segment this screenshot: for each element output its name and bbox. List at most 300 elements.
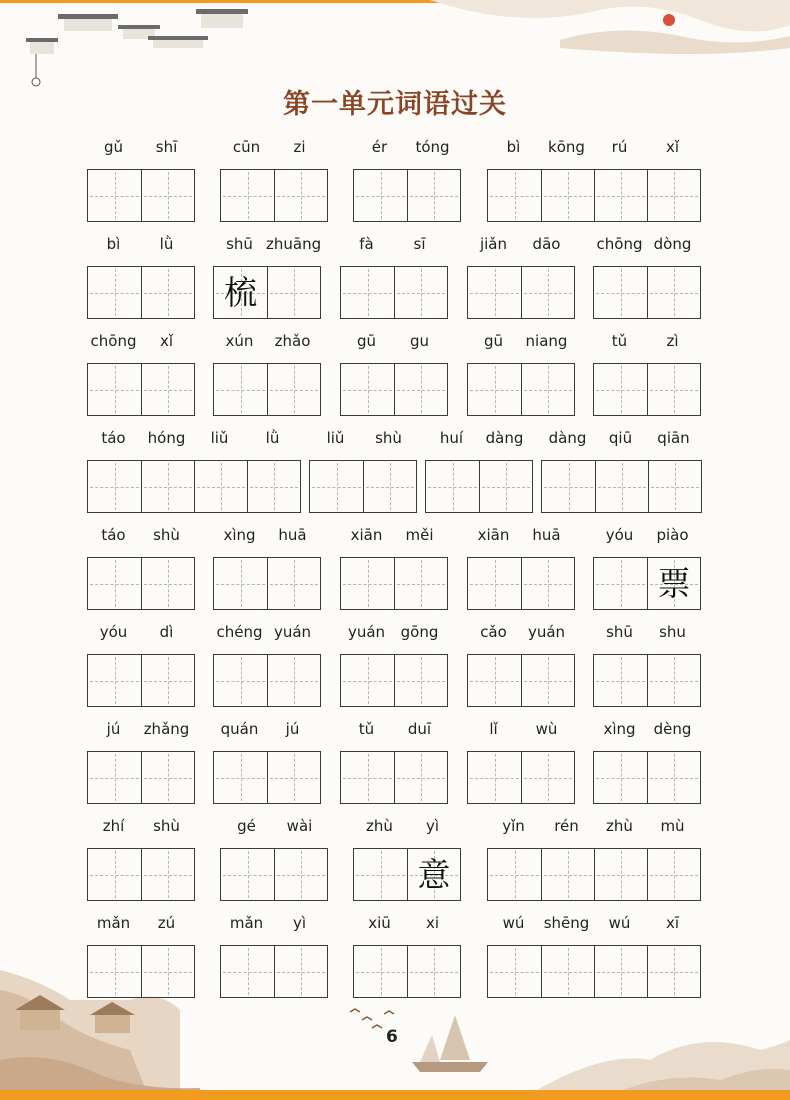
character-boxes: [87, 460, 301, 513]
word-item: [87, 523, 195, 610]
writing-cell[interactable]: [394, 364, 447, 415]
word-item: [467, 232, 575, 319]
pinyin-syllable: yì: [292, 914, 307, 932]
pinyin-syllable: sī: [413, 235, 426, 253]
character-boxes: [593, 751, 701, 804]
pinyin-row: [87, 911, 195, 935]
writing-cell[interactable]: [521, 558, 574, 609]
word-item: [593, 620, 701, 707]
word-item: [340, 717, 448, 804]
writing-cell[interactable]: [647, 364, 700, 415]
pinyin-syllable: zi: [293, 138, 306, 156]
writing-cell[interactable]: [88, 946, 141, 997]
character-boxes: [340, 266, 448, 319]
character-boxes: [541, 460, 702, 513]
character-text: [468, 558, 521, 609]
pinyin-syllable: wài: [286, 817, 313, 835]
pinyin-syllable: zì: [666, 332, 679, 350]
pinyin-row: [87, 814, 195, 838]
writing-cell[interactable]: [267, 558, 320, 609]
pinyin-row: [87, 232, 195, 256]
pinyin-syllable: yuán: [527, 623, 566, 641]
character-text: [214, 364, 267, 415]
pinyin-syllable: cǎo: [480, 623, 507, 641]
page-number: 6: [386, 1027, 398, 1047]
writing-cell[interactable]: [88, 267, 141, 318]
character-text: [648, 655, 700, 706]
writing-cell[interactable]: [267, 752, 320, 803]
word-item: [467, 620, 575, 707]
writing-cell[interactable]: [594, 849, 647, 900]
writing-cell[interactable]: [141, 849, 194, 900]
word-item: [87, 814, 195, 901]
character-boxes: [213, 751, 321, 804]
character-text: [594, 364, 647, 415]
writing-cell[interactable]: [214, 558, 267, 609]
pinyin-syllable: táo: [101, 429, 126, 447]
writing-cell[interactable]: [468, 752, 521, 803]
character-text: [268, 558, 320, 609]
character-text: [480, 461, 532, 512]
writing-cell[interactable]: [541, 170, 594, 221]
word-item: [87, 329, 195, 416]
writing-cell[interactable]: [542, 461, 595, 512]
word-item: [340, 523, 448, 610]
character-text: [354, 946, 407, 997]
pinyin-syllable: gōng: [400, 623, 439, 641]
character-text: [488, 946, 541, 997]
writing-cell[interactable]: [341, 655, 394, 706]
word-item: [87, 135, 195, 222]
writing-cell[interactable]: [221, 849, 274, 900]
word-item: [487, 814, 701, 901]
pinyin-row: [593, 329, 701, 353]
pinyin-syllable: ér: [371, 138, 388, 156]
pinyin-syllable: mù: [660, 817, 685, 835]
character-boxes: [87, 363, 195, 416]
pinyin-syllable: xi: [425, 914, 440, 932]
writing-cell[interactable]: [141, 170, 194, 221]
pinyin-row: [353, 814, 461, 838]
writing-cell[interactable]: [488, 170, 541, 221]
character-text: [426, 461, 479, 512]
writing-cell[interactable]: [594, 170, 647, 221]
word-item: [425, 426, 533, 513]
pinyin-syllable: shū: [606, 623, 633, 641]
writing-cell[interactable]: [363, 461, 416, 512]
writing-cell[interactable]: [354, 170, 407, 221]
pinyin-syllable: gé: [237, 817, 256, 835]
character-boxes: [87, 848, 195, 901]
character-boxes: [87, 751, 195, 804]
word-item: [220, 911, 328, 998]
writing-cell[interactable]: [394, 558, 447, 609]
writing-cell[interactable]: [468, 364, 521, 415]
pinyin-row: [87, 329, 195, 353]
character-text: [522, 364, 574, 415]
pinyin-row: [340, 717, 448, 741]
pinyin-syllable: tóng: [415, 138, 450, 156]
pinyin-syllable: piào: [656, 526, 689, 544]
writing-cell[interactable]: [274, 946, 327, 997]
pinyin-syllable: lǜ: [159, 235, 174, 253]
pinyin-syllable: liǔ: [210, 429, 229, 447]
character-text: [395, 364, 447, 415]
word-item: [213, 329, 321, 416]
word-item: [340, 620, 448, 707]
word-item: [593, 329, 701, 416]
pinyin-syllable: rú: [611, 138, 628, 156]
writing-cell[interactable]: [594, 946, 647, 997]
character-text: [142, 267, 194, 318]
word-item: [87, 620, 195, 707]
character-text: [354, 170, 407, 221]
writing-cell[interactable]: [88, 655, 141, 706]
writing-cell[interactable]: [594, 752, 647, 803]
pinyin-row: [487, 814, 701, 838]
writing-cell[interactable]: [88, 752, 141, 803]
character-text: [88, 558, 141, 609]
character-text: [594, 752, 647, 803]
pinyin-syllable: yuán: [347, 623, 386, 641]
pinyin-row: [593, 717, 701, 741]
word-item: [213, 620, 321, 707]
pinyin-syllable: zhǎng: [143, 720, 190, 738]
writing-cell[interactable]: [88, 461, 141, 512]
pinyin-syllable: quán: [220, 720, 259, 738]
character-boxes: [213, 654, 321, 707]
character-boxes: [309, 460, 417, 513]
pinyin-syllable: wú: [608, 914, 631, 932]
writing-cell[interactable]: [468, 655, 521, 706]
pinyin-syllable: liǔ: [326, 429, 345, 447]
character-text: [648, 267, 700, 318]
character-boxes: [220, 169, 328, 222]
writing-cell[interactable]: [88, 170, 141, 221]
bottom-bar: [0, 1090, 790, 1100]
writing-cell[interactable]: [541, 849, 594, 900]
pinyin-syllable: dòng: [653, 235, 692, 253]
writing-cell[interactable]: [214, 752, 267, 803]
writing-cell[interactable]: [407, 170, 460, 221]
writing-cell[interactable]: [221, 170, 274, 221]
character-boxes: [467, 751, 575, 804]
character-text: [275, 946, 327, 997]
character-text: [268, 655, 320, 706]
character-boxes: [467, 654, 575, 707]
pinyin-syllable: dàng: [548, 429, 587, 447]
writing-cell[interactable]: [214, 655, 267, 706]
writing-cell[interactable]: [141, 752, 194, 803]
pinyin-syllable: chéng: [216, 623, 263, 641]
pinyin-syllable: hóng: [147, 429, 186, 447]
character-text: [214, 655, 267, 706]
pinyin-syllable: gū: [483, 332, 504, 350]
pinyin-row: [487, 911, 701, 935]
word-item: [87, 232, 195, 319]
character-text: [522, 558, 574, 609]
pinyin-syllable: xǐ: [665, 138, 680, 156]
writing-cell[interactable]: [341, 364, 394, 415]
pinyin-row: [353, 911, 461, 935]
writing-cell[interactable]: [394, 655, 447, 706]
pinyin-syllable: niang: [525, 332, 568, 350]
writing-cell[interactable]: [595, 461, 648, 512]
writing-cell[interactable]: [214, 267, 267, 318]
character-text: [268, 752, 320, 803]
pinyin-syllable: xiān: [477, 526, 510, 544]
word-item: [487, 911, 701, 998]
writing-cell[interactable]: [354, 849, 407, 900]
writing-cell[interactable]: [594, 655, 647, 706]
character-text: [142, 752, 194, 803]
pinyin-syllable: zhǎo: [274, 332, 311, 350]
character-text: [594, 267, 647, 318]
writing-cell[interactable]: [341, 558, 394, 609]
pinyin-syllable: xìng: [603, 720, 636, 738]
writing-cell[interactable]: [88, 849, 141, 900]
character-text: [88, 655, 141, 706]
writing-cell[interactable]: [407, 946, 460, 997]
character-text: [214, 558, 267, 609]
pinyin-row: [593, 620, 701, 644]
character-text: [648, 170, 700, 221]
character-text: [268, 364, 320, 415]
writing-cell[interactable]: [488, 849, 541, 900]
character-text: [468, 267, 521, 318]
character-text: [408, 946, 460, 997]
character-text: [275, 170, 327, 221]
pinyin-syllable: yuán: [273, 623, 312, 641]
pinyin-syllable: fà: [359, 235, 374, 253]
character-text: [341, 655, 394, 706]
writing-cell[interactable]: [488, 946, 541, 997]
pinyin-syllable: wú: [502, 914, 525, 932]
writing-cell[interactable]: [141, 558, 194, 609]
pinyin-row: [87, 523, 195, 547]
word-item: [220, 814, 328, 901]
pinyin-row: [541, 426, 702, 450]
character-text: [341, 364, 394, 415]
writing-cell[interactable]: [468, 558, 521, 609]
pinyin-syllable: xìng: [223, 526, 256, 544]
character-text: [88, 849, 141, 900]
writing-cell[interactable]: [521, 752, 574, 803]
writing-cell[interactable]: [194, 461, 247, 512]
character-text: [214, 752, 267, 803]
writing-cell[interactable]: [341, 752, 394, 803]
pinyin-row: [220, 135, 328, 159]
character-text: [468, 364, 521, 415]
writing-cell[interactable]: [354, 946, 407, 997]
character-text: [648, 849, 700, 900]
pinyin-syllable: dāo: [532, 235, 561, 253]
writing-cell[interactable]: [141, 267, 194, 318]
character-text: [468, 752, 521, 803]
character-boxes: [593, 654, 701, 707]
writing-cell[interactable]: [141, 461, 194, 512]
pinyin-syllable: wù: [535, 720, 558, 738]
character-text: [648, 946, 700, 997]
character-boxes: [340, 363, 448, 416]
character-text: [88, 170, 141, 221]
writing-cell[interactable]: [647, 267, 700, 318]
writing-cell[interactable]: [648, 461, 701, 512]
word-item: [593, 232, 701, 319]
word-item: [353, 814, 461, 901]
pinyin-syllable: bì: [106, 235, 121, 253]
pinyin-syllable: zhù: [366, 817, 393, 835]
character-text: [488, 170, 541, 221]
writing-cell[interactable]: [594, 364, 647, 415]
character-boxes: [213, 266, 321, 319]
character-text: [142, 849, 194, 900]
character-text: [142, 558, 194, 609]
page-title: 第一单元词语过关: [283, 89, 507, 120]
pinyin-syllable: xún: [225, 332, 254, 350]
character-text: [395, 752, 447, 803]
character-text: [354, 849, 407, 900]
pinyin-syllable: shī: [155, 138, 178, 156]
character-boxes: [340, 654, 448, 707]
pinyin-row: [213, 717, 321, 741]
character-boxes: [487, 169, 701, 222]
writing-cell[interactable]: [541, 946, 594, 997]
writing-cell[interactable]: [479, 461, 532, 512]
character-text: [594, 558, 647, 609]
character-boxes: [467, 557, 575, 610]
pinyin-row: [87, 426, 301, 450]
writing-cell[interactable]: [274, 849, 327, 900]
pinyin-syllable: jú: [106, 720, 121, 738]
pinyin-syllable: jú: [285, 720, 300, 738]
pinyin-syllable: shēng: [543, 914, 590, 932]
character-text: [488, 849, 541, 900]
pinyin-syllable: měi: [405, 526, 434, 544]
word-item: [87, 426, 301, 513]
writing-cell[interactable]: [310, 461, 363, 512]
pinyin-syllable: qiū: [608, 429, 633, 447]
writing-cell[interactable]: [267, 364, 320, 415]
writing-cell[interactable]: [88, 364, 141, 415]
character-text: [221, 946, 274, 997]
pinyin-row: [353, 135, 461, 159]
character-boxes: [353, 169, 461, 222]
pinyin-syllable: yì: [425, 817, 440, 835]
writing-cell[interactable]: [521, 364, 574, 415]
pinyin-syllable: zhuāng: [266, 235, 322, 253]
character-boxes: [487, 945, 701, 998]
writing-cell[interactable]: [267, 267, 320, 318]
writing-cell[interactable]: [468, 267, 521, 318]
character-text: [542, 461, 595, 512]
pinyin-syllable: dèng: [653, 720, 692, 738]
word-item: [593, 523, 701, 610]
pinyin-row: [467, 620, 575, 644]
character-text: [341, 752, 394, 803]
word-item: [340, 329, 448, 416]
pinyin-syllable: huā: [532, 526, 561, 544]
writing-cell[interactable]: [274, 170, 327, 221]
writing-cell[interactable]: [426, 461, 479, 512]
character-text: 票: [657, 564, 691, 603]
writing-cell[interactable]: [341, 267, 394, 318]
writing-cell[interactable]: [267, 655, 320, 706]
writing-cell[interactable]: [594, 267, 647, 318]
pinyin-syllable: xiū: [368, 914, 391, 932]
word-item: [467, 717, 575, 804]
writing-cell[interactable]: [521, 267, 574, 318]
writing-cell[interactable]: [214, 364, 267, 415]
character-boxes: [87, 945, 195, 998]
writing-cell[interactable]: [647, 849, 700, 900]
pinyin-row: [340, 329, 448, 353]
writing-cell[interactable]: [394, 752, 447, 803]
pinyin-syllable: huí: [439, 429, 464, 447]
pinyin-row: [213, 329, 321, 353]
pinyin-row: [340, 232, 448, 256]
writing-cell[interactable]: [394, 267, 447, 318]
writing-cell[interactable]: [647, 558, 700, 609]
word-item: [220, 135, 328, 222]
character-boxes: [467, 266, 575, 319]
character-text: [142, 655, 194, 706]
writing-cell[interactable]: [647, 655, 700, 706]
pinyin-row: [213, 232, 321, 256]
character-text: [195, 461, 247, 512]
word-item: [353, 135, 461, 222]
word-item: [467, 523, 575, 610]
writing-cell[interactable]: [521, 655, 574, 706]
character-boxes: [425, 460, 533, 513]
pinyin-syllable: qiān: [657, 429, 690, 447]
character-boxes: [87, 557, 195, 610]
pinyin-syllable: yóu: [99, 623, 128, 641]
pinyin-syllable: shù: [375, 429, 402, 447]
character-text: [542, 170, 594, 221]
writing-cell[interactable]: [594, 558, 647, 609]
character-text: [649, 461, 701, 512]
character-boxes: [220, 945, 328, 998]
word-item: [593, 717, 701, 804]
pinyin-syllable: dì: [159, 623, 174, 641]
character-text: [88, 946, 141, 997]
word-item: [541, 426, 702, 513]
character-text: [341, 558, 394, 609]
writing-cell[interactable]: [141, 946, 194, 997]
writing-cell[interactable]: [647, 170, 700, 221]
pinyin-syllable: chōng: [90, 332, 137, 350]
writing-cell[interactable]: [221, 946, 274, 997]
word-item: [467, 329, 575, 416]
character-text: [395, 558, 447, 609]
word-item: [213, 717, 321, 804]
character-text: [648, 752, 700, 803]
pinyin-syllable: xǐ: [159, 332, 174, 350]
writing-cell[interactable]: [141, 364, 194, 415]
writing-cell[interactable]: [647, 946, 700, 997]
writing-cell[interactable]: [247, 461, 300, 512]
writing-cell[interactable]: [407, 849, 460, 900]
pinyin-syllable: huā: [278, 526, 307, 544]
character-boxes: [467, 363, 575, 416]
writing-cell[interactable]: [647, 752, 700, 803]
writing-cell[interactable]: [88, 558, 141, 609]
character-boxes: [220, 848, 328, 901]
roof-eaves-icon: [26, 9, 248, 54]
writing-cell[interactable]: [141, 655, 194, 706]
pinyin-row: [467, 329, 575, 353]
